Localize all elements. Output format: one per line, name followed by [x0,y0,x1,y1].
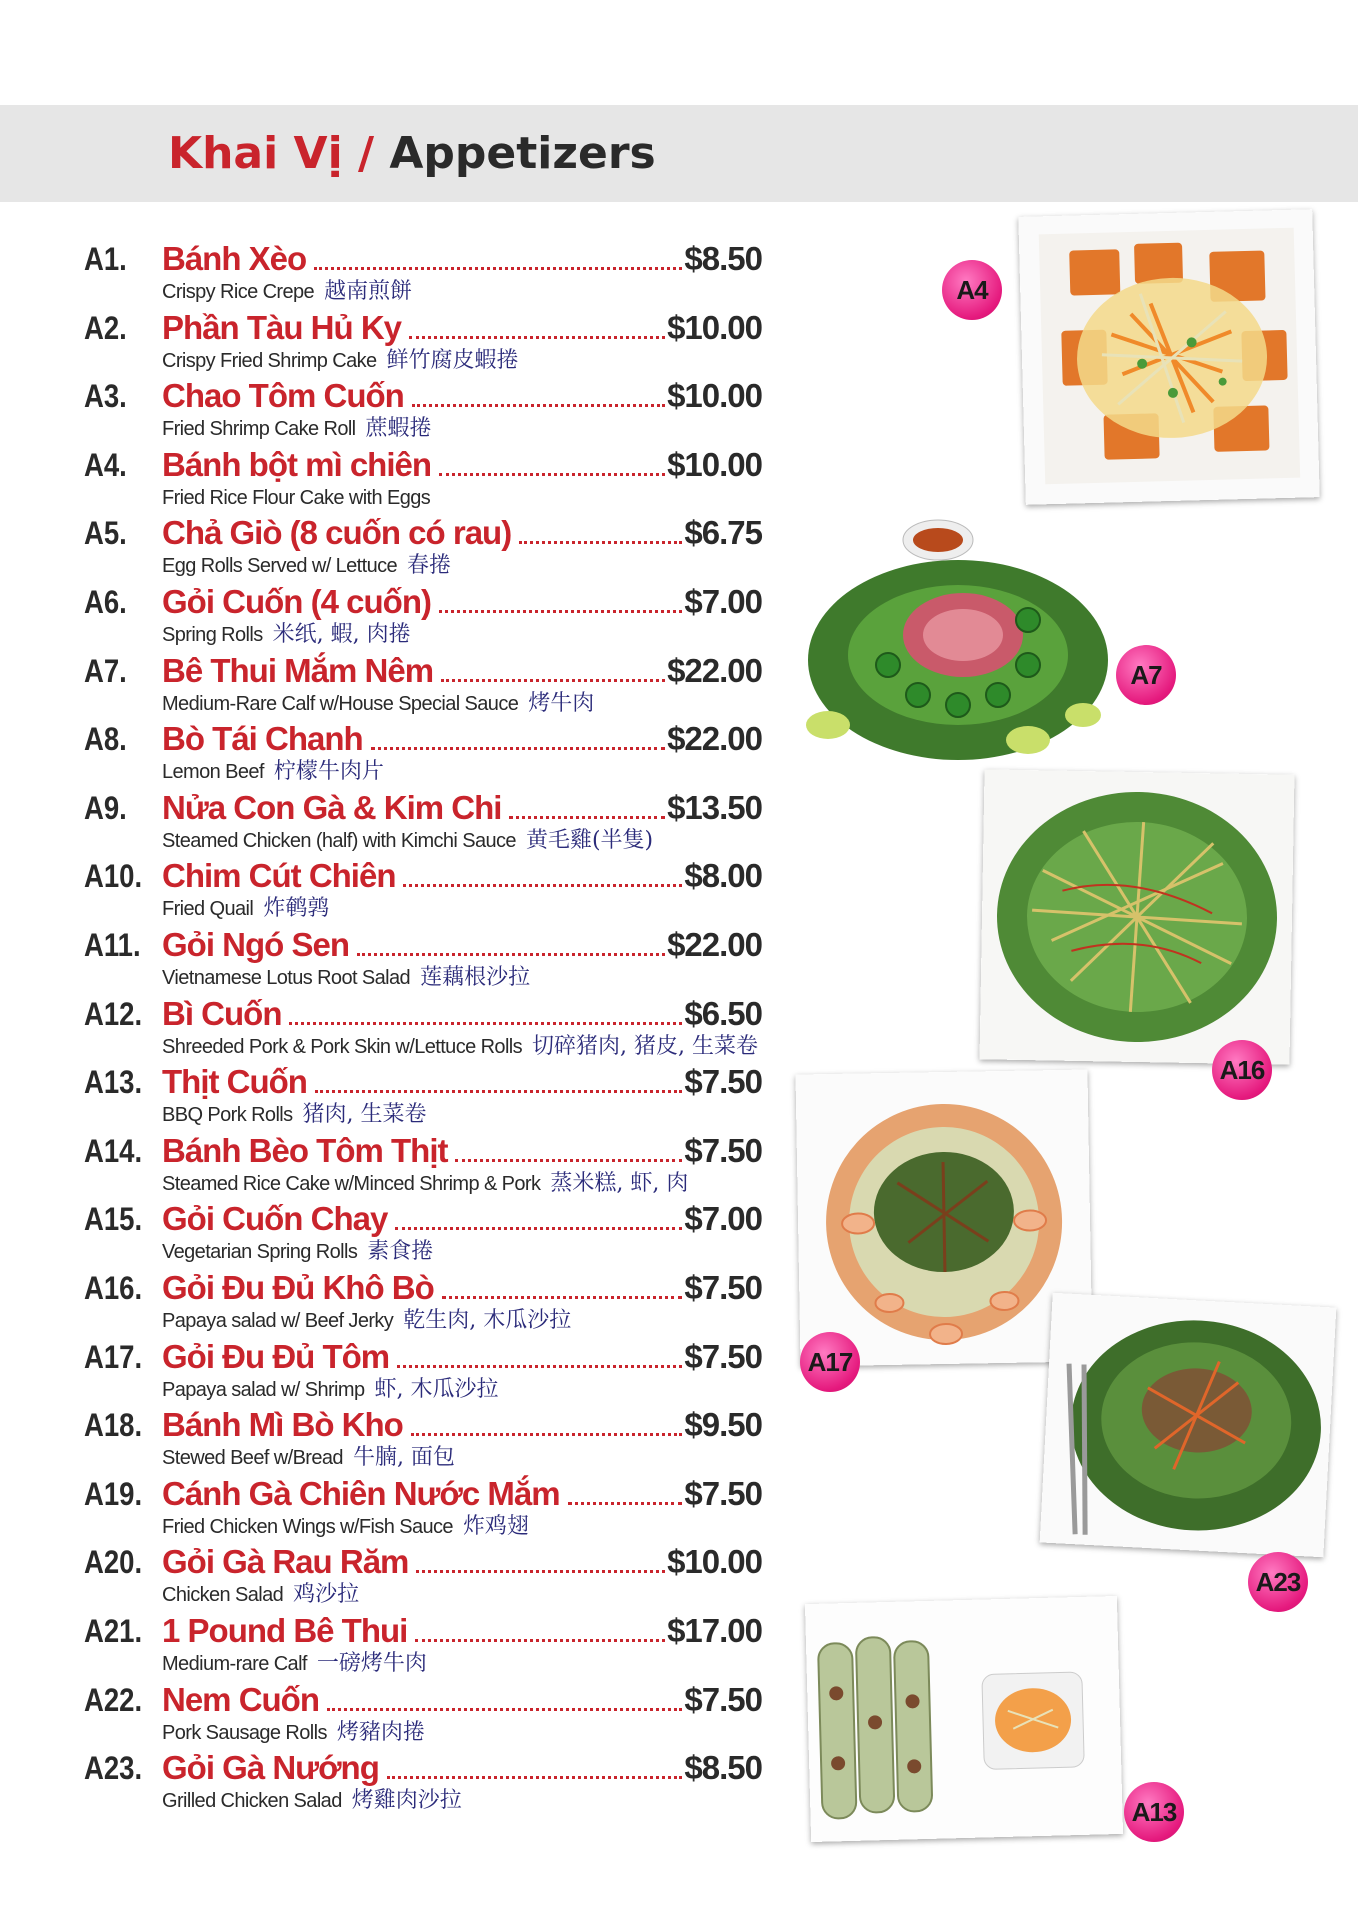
menu-item [84,238,764,306]
menu-item [84,1679,764,1747]
item-price: $8.00 [684,857,762,894]
item-name-line [162,512,762,554]
dish-photo-a13 [805,1596,1123,1842]
item-name-line [162,1267,762,1309]
dotted-leader [289,1022,682,1025]
item-description: Steamed Chicken (half) with Kimchi Sauce [162,830,516,852]
item-subline [162,1376,498,1404]
item-chinese-name: 莲藕根沙拉 [420,965,531,990]
item-description: Egg Rolls Served w/ Lettuce [162,555,398,577]
dotted-leader [568,1502,683,1505]
item-description: Fried Chicken Wings w/Fish Sauce [162,1516,453,1538]
item-name-line [162,650,762,692]
dotted-leader [415,1639,665,1642]
item-code: A6. [84,584,127,620]
menu-item [84,1404,764,1472]
item-price: $22.00 [667,926,762,963]
item-price: $10.00 [667,309,762,346]
menu-item [84,855,764,923]
item-subline [162,278,412,306]
item-chinese-name: 越南煎餅 [324,279,413,304]
dish-photo-a23 [1040,1293,1337,1558]
item-name-line [162,375,762,417]
item-description: Spring Rolls [162,624,263,646]
dotted-leader [442,1296,683,1299]
item-chinese-name: 春捲 [407,553,452,578]
item-name: Bì Cuốn [162,995,282,1032]
item-name-line [162,855,762,897]
dotted-leader [416,1570,665,1573]
item-price: $7.00 [684,583,762,620]
item-subline [162,1513,529,1541]
item-chinese-name: 烤豬肉捲 [336,1720,425,1745]
item-code: A17. [84,1339,143,1375]
dotted-leader [519,541,682,544]
dotted-leader [397,1365,682,1368]
menu-item [84,1541,764,1609]
item-price: $7.50 [684,1475,762,1512]
photo-badge-a16: A16 [1212,1040,1272,1100]
item-name: Gỏi Đu Đủ Tôm [162,1338,390,1375]
item-name: Gỏi Gà Rau Răm [162,1543,409,1580]
dotted-leader [387,1776,683,1779]
item-code: A16. [84,1270,143,1306]
item-price: $22.00 [667,720,762,757]
item-price: $8.50 [684,240,762,277]
item-chinese-name: 虾, 木瓜沙拉 [374,1377,499,1402]
item-chinese-name: 切碎猪肉, 猪皮, 生菜卷 [532,1034,759,1059]
item-name-line [162,444,762,486]
dotted-leader [371,747,665,750]
item-description: Fried Rice Flour Cake with Eggs [162,487,431,509]
menu-item [84,1267,764,1335]
item-price: $8.50 [684,1749,762,1786]
item-chinese-name: 黄毛雞(半隻) [525,828,654,853]
menu-item [84,512,764,580]
item-subline [162,964,530,992]
item-description: Fried Shrimp Cake Roll [162,418,356,440]
item-price: $7.50 [684,1338,762,1375]
item-name: Bánh bột mì chiên [162,446,432,483]
item-name-line [162,1747,762,1789]
item-name: Bánh Mì Bò Kho [162,1406,403,1443]
dotted-leader [411,1433,683,1436]
item-name-line [162,993,762,1035]
item-description: Chicken Salad [162,1584,284,1606]
item-name-line [162,1336,762,1378]
dotted-leader [327,1708,682,1711]
menu-item [84,1473,764,1541]
photo-badge-a13: A13 [1124,1782,1184,1842]
item-name-line [162,1473,762,1515]
item-subline [162,1787,462,1815]
item-subline [162,1444,455,1472]
menu-item [84,1061,764,1129]
item-description: Steamed Rice Cake w/Minced Shrimp & Pork [162,1173,541,1195]
photo-badge-a7: A7 [1116,645,1176,705]
item-subline [162,1650,427,1678]
menu-item [84,718,764,786]
page-title [168,124,656,184]
item-chinese-name: 牛腩, 面包 [352,1445,455,1470]
item-price: $7.00 [684,1200,762,1237]
menu-item [84,444,764,512]
item-code: A10. [84,858,143,894]
item-name-line [162,1130,762,1172]
dish-photo-a17 [795,1069,1092,1366]
item-code: A20. [84,1544,143,1580]
item-name: Gỏi Cuốn Chay [162,1200,388,1237]
item-price: $9.50 [684,1406,762,1443]
menu-item [84,1130,764,1198]
menu-item [84,924,764,992]
title-vietnamese: Khai Vị [168,128,343,179]
dotted-leader [509,816,665,819]
item-price: $13.50 [667,789,762,826]
title-separator: / [342,128,390,179]
item-name-line [162,1541,762,1583]
item-price: $6.50 [684,995,762,1032]
item-code: A9. [84,790,127,826]
item-name-line [162,718,762,760]
menu-item [84,581,764,649]
item-chinese-name: 炸鹌鹑 [263,896,330,921]
item-code: A21. [84,1613,143,1649]
item-code: A2. [84,310,127,346]
menu-item [84,1610,764,1678]
item-price: $7.50 [684,1681,762,1718]
item-description: Lemon Beef [162,761,264,783]
item-subline [162,1307,571,1335]
item-description: BBQ Pork Rolls [162,1104,293,1126]
item-name: Bánh Bèo Tôm Thịt [162,1132,448,1169]
menu-item [84,1198,764,1266]
item-code: A5. [84,515,127,551]
item-subline [162,621,411,649]
item-chinese-name: 米纸, 蝦, 肉捲 [272,622,411,647]
item-chinese-name: 猪肉, 生菜卷 [302,1102,427,1127]
item-description: Crispy Fried Shrimp Cake [162,350,377,372]
item-subline [162,415,432,443]
item-chinese-name: 炸鸡翅 [462,1514,529,1539]
item-chinese-name: 蔗蝦捲 [365,416,432,441]
item-code: A11. [84,927,141,963]
item-name: Cánh Gà Chiên Nước Mắm [162,1475,560,1512]
item-name: Bò Tái Chanh [162,720,363,757]
item-subline [162,1033,758,1061]
item-subline [162,1170,688,1198]
item-name: Thịt Cuốn [162,1063,307,1100]
item-code: A23. [84,1750,143,1786]
item-description: Crispy Rice Crepe [162,281,315,303]
title-english: Appetizers [389,128,656,179]
item-description: Papaya salad w/ Beef Jerky [162,1310,394,1332]
item-subline [162,552,451,580]
dotted-leader [314,267,682,270]
item-price: $10.00 [667,377,762,414]
item-name-line [162,307,762,349]
item-code: A14. [84,1133,143,1169]
photo-badge-a4: A4 [942,260,1002,320]
item-subline [162,484,430,512]
dotted-leader [409,336,665,339]
menu-item [84,650,764,718]
item-subline [162,347,519,375]
item-code: A15. [84,1201,143,1237]
dotted-leader [439,473,665,476]
item-description: Vegetarian Spring Rolls [162,1241,358,1263]
item-code: A7. [84,653,127,689]
item-chinese-name: 鸡沙拉 [293,1582,360,1607]
menu-item [84,1747,764,1815]
menu-item [84,1336,764,1404]
dotted-leader [395,1227,682,1230]
item-code: A1. [84,241,127,277]
item-name: 1 Pound Bê Thui [162,1612,408,1649]
photo-badge-a17: A17 [800,1332,860,1392]
item-chinese-name: 乾生肉, 木瓜沙拉 [403,1308,572,1333]
item-price: $6.75 [684,514,762,551]
item-chinese-name: 柠檬牛肉片 [273,759,384,784]
item-price: $22.00 [667,652,762,689]
item-name: Gỏi Cuốn (4 cuốn) [162,583,431,620]
item-name-line [162,1198,762,1240]
item-description: Medium-Rare Calf w/House Special Sauce [162,693,519,715]
item-description: Fried Quail [162,898,254,920]
item-description: Vietnamese Lotus Root Salad [162,967,411,989]
item-chinese-name: 烤牛肉 [528,691,595,716]
item-price: $7.50 [684,1269,762,1306]
item-name: Bê Thui Mắm Nêm [162,652,434,689]
menu-item [84,787,764,855]
dotted-leader [412,404,665,407]
item-name-line [162,581,762,623]
item-subline [162,827,653,855]
dotted-leader [455,1159,682,1162]
item-chinese-name: 一磅烤牛肉 [316,1651,427,1676]
item-code: A3. [84,378,127,414]
item-price: $7.50 [684,1063,762,1100]
item-price: $10.00 [667,1543,762,1580]
item-subline [162,1238,433,1266]
item-name: Chao Tôm Cuốn [162,377,404,414]
dotted-leader [357,953,665,956]
item-name: Chả Giò (8 cuốn có rau) [162,514,512,551]
item-name: Gỏi Gà Nướng [162,1749,379,1786]
dotted-leader [439,610,682,613]
item-name-line [162,787,762,829]
item-price: $7.50 [684,1132,762,1169]
item-chinese-name: 烤雞肉沙拉 [351,1788,462,1813]
item-name: Phần Tàu Hủ Ky [162,309,402,346]
item-chinese-name: 蒸米糕, 虾, 肉 [550,1171,689,1196]
item-code: A19. [84,1476,143,1512]
item-description: Pork Sausage Rolls [162,1722,327,1744]
item-code: A18. [84,1407,143,1443]
dish-photo-a16 [979,769,1294,1064]
item-description: Papaya salad w/ Shrimp [162,1379,365,1401]
photo-badge-a23: A23 [1248,1552,1308,1612]
item-name-line [162,924,762,966]
item-name: Nem Cuốn [162,1681,319,1718]
dotted-leader [403,884,682,887]
item-name: Gỏi Đu Đủ Khô Bò [162,1269,434,1306]
item-name-line [162,1404,762,1446]
item-code: A13. [84,1064,143,1100]
item-name: Chim Cút Chiên [162,857,396,894]
item-description: Stewed Beef w/Bread [162,1447,343,1469]
item-code: A8. [84,721,127,757]
item-description: Grilled Chicken Salad [162,1790,342,1812]
item-subline [162,1101,427,1129]
dish-photo-a7 [798,515,1116,769]
dotted-leader [315,1090,682,1093]
item-subline [162,758,384,786]
item-description: Medium-rare Calf [162,1653,307,1675]
item-name: Gỏi Ngó Sen [162,926,349,963]
item-name: Bánh Xèo [162,240,307,277]
menu-item [84,307,764,375]
dish-photo-a4 [1018,209,1319,505]
item-name-line [162,1610,762,1652]
dotted-leader [441,679,665,682]
item-name-line [162,1061,762,1103]
item-name-line [162,1679,762,1721]
item-subline [162,1581,359,1609]
item-code: A12. [84,996,143,1032]
item-price: $10.00 [667,446,762,483]
item-chinese-name: 鲜竹腐皮蝦捲 [386,348,519,373]
item-subline [162,690,594,718]
item-name-line [162,238,762,280]
menu-item [84,993,764,1061]
item-subline [162,895,329,923]
item-description: Shreeded Pork & Pork Skin w/Lettuce Rolls [162,1036,523,1058]
item-code: A22. [84,1682,143,1718]
item-price: $17.00 [667,1612,762,1649]
item-name: Nửa Con Gà & Kim Chi [162,789,502,826]
item-chinese-name: 素食捲 [367,1239,434,1264]
item-code: A4. [84,447,127,483]
item-subline [162,1719,425,1747]
menu-item [84,375,764,443]
